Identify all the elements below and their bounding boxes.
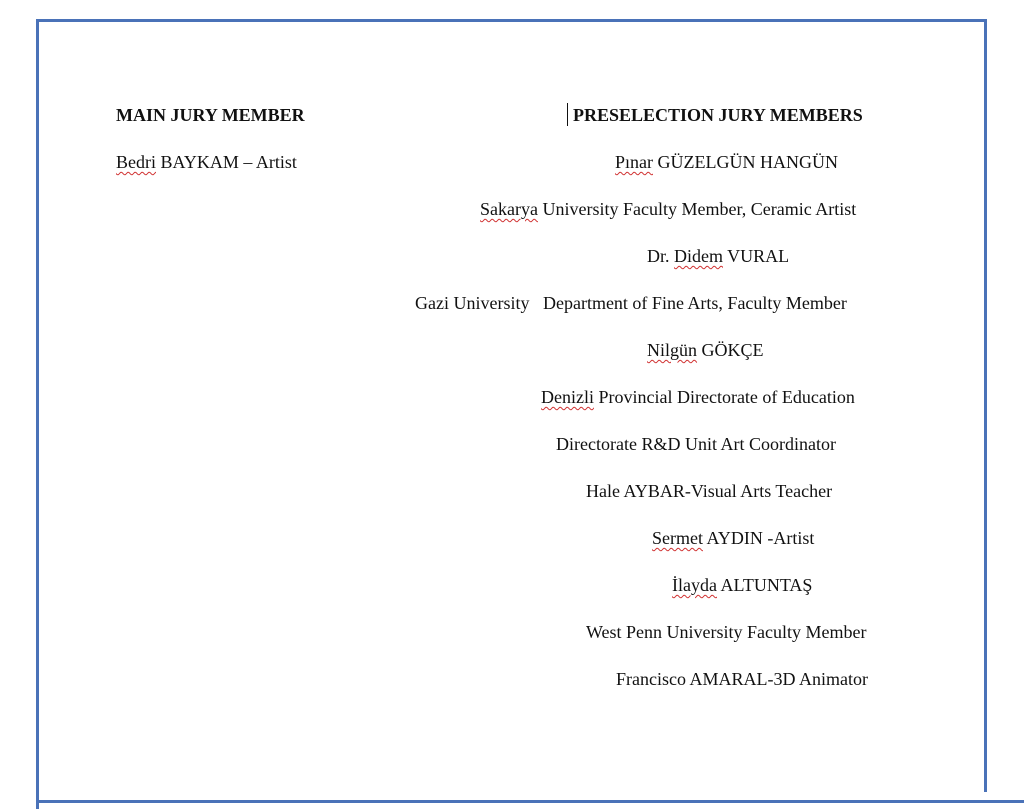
preselection-line-10 — [672, 574, 812, 596]
preselection-line-6-b: Provincial Directorate of Education — [593, 387, 855, 407]
preselection-line-1 — [615, 151, 838, 173]
main-jury-heading: MAIN JURY MEMBER — [116, 105, 305, 125]
preselection-line-6-a: Denizli — [541, 387, 594, 407]
main-jury-member — [116, 151, 297, 173]
preselection-line-12: Francisco AMARAL-3D Animator — [616, 669, 868, 689]
preselection-line-1-b: GÜZELGÜN HANGÜN — [653, 152, 838, 172]
main-jury-member-firstname: Bedri — [116, 152, 156, 172]
page-frame-left-border — [36, 19, 39, 809]
preselection-line-1-a: Pınar — [615, 152, 653, 172]
preselection-line-9 — [652, 527, 814, 549]
preselection-line-10-b: ALTUNTAŞ — [716, 575, 813, 595]
page-frame-top-border — [36, 19, 987, 22]
preselection-line-2-a: Sakarya — [480, 199, 538, 219]
preselection-line-3-b: Didem — [674, 246, 723, 266]
page-frame-bottom-border — [36, 800, 1024, 803]
preselection-line-5-a: Nilgün — [647, 340, 698, 360]
preselection-line-7: Directorate R&D Unit Art Coordinator — [556, 434, 836, 454]
preselection-line-9-b: AYDIN -Artist — [703, 528, 815, 548]
preselection-line-5 — [647, 339, 764, 361]
preselection-line-5-b: GÖKÇE — [697, 340, 764, 360]
preselection-line-2 — [480, 198, 856, 220]
text-cursor — [567, 103, 568, 126]
preselection-line-9-a: Sermet — [652, 528, 703, 548]
preselection-line-6 — [541, 386, 855, 408]
main-jury-member-rest: BAYKAM – Artist — [156, 152, 297, 172]
preselection-line-2-b: University Faculty Member, Ceramic Artist — [537, 199, 857, 219]
preselection-line-8: Hale AYBAR-Visual Arts Teacher — [586, 481, 833, 501]
preselection-line-11: West Penn University Faculty Member — [586, 622, 867, 642]
preselection-heading: PRESELECTION JURY MEMBERS — [573, 105, 863, 125]
preselection-line-3 — [647, 245, 789, 267]
preselection-line-3-c: VURAL — [723, 246, 790, 266]
preselection-line-3-a: Dr. — [647, 246, 674, 266]
preselection-line-10-a: İlayda — [672, 575, 717, 595]
preselection-line-4: Gazi University Department of Fine Arts, Faculty Member — [415, 293, 847, 313]
page-frame-right-border — [984, 19, 987, 792]
